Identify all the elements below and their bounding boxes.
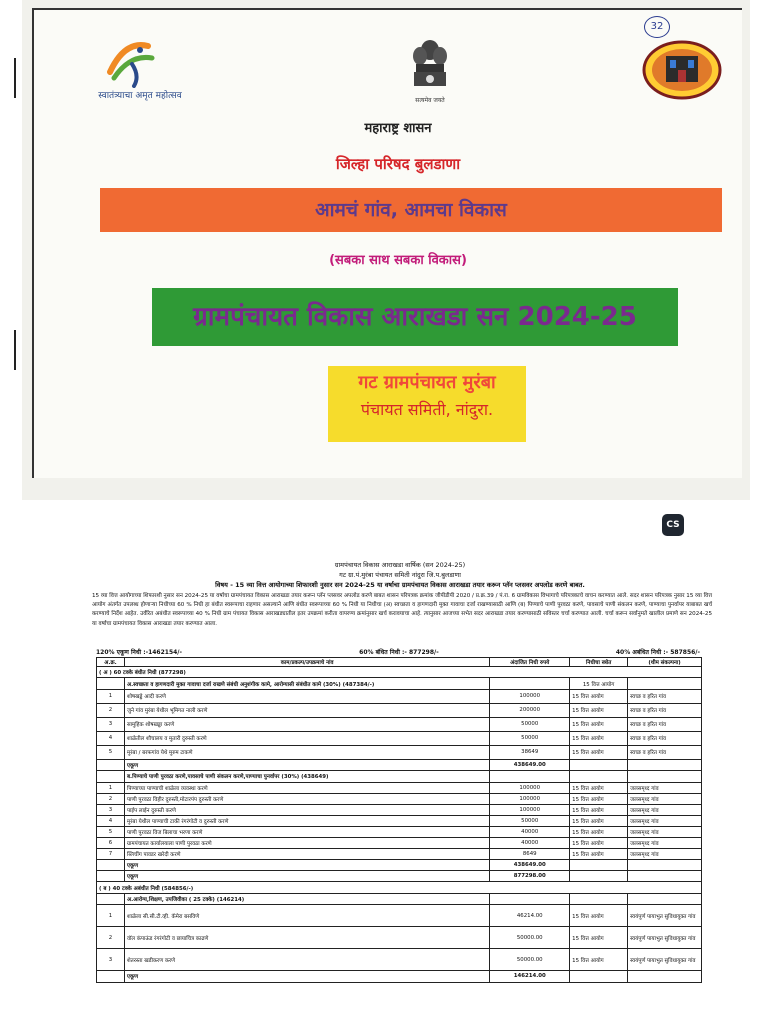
slogan-text: आमचं गांव, आमचा विकास [315, 199, 507, 221]
group-a1-row-blank [97, 678, 125, 689]
fund-tied: 60% बंधित निधी :- 877298/- [359, 649, 439, 656]
table-row [97, 782, 702, 793]
subtotal-a2-row-theme [628, 859, 702, 870]
subtotal-b1-row-value: 146214.00 [490, 971, 570, 982]
row-sr: 7 [97, 848, 125, 859]
row-source: 15 वित्त आयोग [570, 731, 628, 745]
row-theme: स्वच्छ व हरित गांव [628, 689, 702, 703]
table-row [97, 717, 702, 731]
group-a1-row-amount [490, 678, 570, 689]
col-header-amount: अंदाजित निधी रुपये [490, 658, 570, 667]
fund-total: 120% एकूण निधी :-1462154/- [96, 649, 182, 656]
row-amount: 50000 [490, 717, 570, 731]
row-source: 15 वित्त आयोग [570, 804, 628, 815]
total-a-row-value: 877298.00 [490, 870, 570, 881]
row-source: 15 वित्त आयोग [570, 826, 628, 837]
row-source: 15 वित्त आयोग [570, 949, 628, 971]
row-sr: 2 [97, 703, 125, 717]
section-a-row [97, 667, 702, 678]
row-theme: स्वयंपूर्ण पायाभुत सुविधायुक्त गांव [628, 905, 702, 927]
table-row [97, 949, 702, 971]
subtotal-a1-row-source [570, 759, 628, 770]
row-sr: 6 [97, 837, 125, 848]
row-work: शेतरस्ता खडीकरण करणे [124, 949, 489, 971]
row-work: ग्रामपंचायत कार्यालयाला पाणी पुरवठा करणे [124, 837, 489, 848]
row-source: 15 वित्त आयोग [570, 717, 628, 731]
row-theme: स्वयंपूर्ण पायाभुत सुविधायुक्त गांव [628, 949, 702, 971]
subtotal-b1-row-source [570, 971, 628, 982]
subtotal-a2-row-label: एकूण [124, 859, 489, 870]
row-theme: जलसमृध्द गांव [628, 804, 702, 815]
subtotal-a2-row-source [570, 859, 628, 870]
subtotal-a2-row [97, 859, 702, 870]
row-theme: जलसमृध्द गांव [628, 848, 702, 859]
row-work: पाणी पुरवठा विहीर दुरुस्ती,मोटारपंप दुरुस्ती करणे [124, 793, 489, 804]
row-sr: 3 [97, 804, 125, 815]
district-name: जिल्हा परिषद बुलडाणा [335, 155, 461, 173]
row-source: 15 वित्त आयोग [570, 793, 628, 804]
row-source: 15 वित्त आयोग [570, 782, 628, 793]
page-number: 32 [644, 16, 670, 38]
section-b-row [97, 882, 702, 893]
row-work: शोषखड्डे आदी करणे [124, 689, 489, 703]
col-header-work: काम/प्रकल्प/उपक्रमाचे नांव [124, 658, 489, 667]
section-b-row-label: ( ब ) 40 टक्के अबंधीत निधी (584856/-) [97, 882, 702, 893]
plan-title: ग्रामपंचायत विकास आराखडा सन 2024-25 [193, 302, 637, 332]
table-row [97, 837, 702, 848]
group-a1-row-source: 15 वित्त आयोग [570, 678, 628, 689]
group-b1-row [97, 893, 702, 904]
government-name: महाराष्ट्र शासन [364, 121, 432, 136]
row-sr: 5 [97, 745, 125, 759]
total-a-row-source [570, 870, 628, 881]
row-source: 15 वित्त आयोग [570, 837, 628, 848]
row-amount: 38649 [490, 745, 570, 759]
group-b1-row-blank [97, 893, 125, 904]
total-a-row [97, 870, 702, 881]
emblem-motto: सत्यमेव जयते [415, 97, 445, 104]
table-row [97, 815, 702, 826]
row-source: 15 वित्त आयोग [570, 927, 628, 949]
row-sr: 4 [97, 731, 125, 745]
row-theme: स्वच्छ व हरित गांव [628, 703, 702, 717]
row-theme: स्वच्छ व हरित गांव [628, 731, 702, 745]
subtotal-a1-row [97, 759, 702, 770]
col-header-sr: अ.क्र. [97, 658, 125, 667]
group-b1-row-label: अ.आरोग्य,शिक्षण, उपजिवीका ( 25 टक्के) (146214) [124, 893, 489, 904]
row-theme: जलसमृध्द गांव [628, 826, 702, 837]
row-amount: 40000 [490, 837, 570, 848]
row-sr: 2 [97, 793, 125, 804]
row-amount: 8649 [490, 848, 570, 859]
subtotal-a1-row-theme [628, 759, 702, 770]
row-work: जुने गांव मुरंबा येथील भूमिगत नाली करणे [124, 703, 489, 717]
row-theme: स्वच्छ व हरित गांव [628, 717, 702, 731]
group-a2-row-source [570, 771, 628, 782]
subtotal-a1-row-value: 438649.00 [490, 759, 570, 770]
row-source: 15 वित्त आयोग [570, 745, 628, 759]
tagline: (सबका साथ सबका विकास) [329, 253, 467, 268]
subtotal-a2-row-value: 438649.00 [490, 859, 570, 870]
table-row [97, 793, 702, 804]
row-theme: जलसमृध्द गांव [628, 782, 702, 793]
gram-panchayat-name: गट ग्रामपंचायत मुरंबा [358, 372, 496, 393]
binding-mark [6, 330, 24, 376]
row-amount: 50000 [490, 815, 570, 826]
table-row [97, 689, 702, 703]
col-header-theme: (थीम संकल्पना) [628, 658, 702, 667]
row-work: ब्लिचींग पावडर खरेदी करणे [124, 848, 489, 859]
col-header-source: निधीचा स्त्रोत [570, 658, 628, 667]
row-source: 15 वित्त आयोग [570, 905, 628, 927]
group-a1-row-label: अ.स्वच्छता व हागणदारी मुक्त गावाचा दर्जा राखणे संबंधी अनुशंगीक कामे, आरोग्यासी संबंधीत कामे (30%) (487384/-) [124, 678, 489, 689]
table-row [97, 826, 702, 837]
row-amount: 50000 [490, 731, 570, 745]
row-sr: 1 [97, 689, 125, 703]
total-a-row-theme [628, 870, 702, 881]
plan-header-line2: गट ग्रा.पं.मुरंबा पंचायत समिती नांदुरा जि.प.बुलडाणा [339, 571, 461, 579]
row-amount: 50000.00 [490, 927, 570, 949]
subtotal-b1-row-label: एकूण [124, 971, 489, 982]
national-emblem [408, 36, 452, 104]
row-work: शाळेला सी.सी.टी.व्ही. कॅमेरा बसविणे [124, 905, 489, 927]
table-row [97, 745, 702, 759]
row-theme: जलसमृध्द गांव [628, 815, 702, 826]
row-sr: 5 [97, 826, 125, 837]
row-work: पाणी पुरवठा विज बिलाचा भरणा करणे [124, 826, 489, 837]
row-amount: 46214.00 [490, 905, 570, 927]
row-sr: 4 [97, 815, 125, 826]
camscanner-badge: CS [662, 514, 684, 536]
row-work: वॉल कंपाऊंड रंगरंगोटी व छायाचित्र काढणे [124, 927, 489, 949]
row-amount: 100000 [490, 782, 570, 793]
fund-summary [96, 648, 700, 656]
row-work: मुरंबा / बरफगांव येथे मुरुम टाकणे [124, 745, 489, 759]
cover-sheet [32, 8, 742, 478]
row-theme: स्वयंपूर्ण पायाभुत सुविधायुक्त गांव [628, 927, 702, 949]
group-a2-row [97, 771, 702, 782]
section-a-row-label: ( अ ) 60 टक्के बंधीत निधी (877298) [97, 667, 702, 678]
group-a2-row-blank [97, 771, 125, 782]
plan-intro-paragraph: 15 व्या वित्त आयोगाच्या शिफारशी नुसार सन 2024-25 या वर्षाचा ग्रामपंचायत विकास आराखडा तयार करून प्लॅन प्लसवर अपलोड करणे बाबत शासन परिपत्रक क्रमांक जीपीडीपी 2020 / प्र.क्र.39 / पं.रा. 6 ग्रामविकास विभागाचे परिपत्रकाचे वाचन करण्यात आले. सदर शासन परिपत्रक नुसार 15 व्या वित्त आयोग अंतर्गत उपलब्ध होणाऱ्या निधीच्या 60 % निधी हा बंधीत स्वरूपाचा राहणार असल्याने आणि बंधीत स्वरूपाच्या 60 % निधी या निधीचा (अ) स्वच्छता व हागणदारी मुक्त गावाचा दर्जा राखण्यासाठी आणि (ब) पिण्याचे पाणी पुरवठा करणे, पावसाचे पाणी संकलन करणे, पाण्याचा पुनर्वापर याबाबत खर्च करण्याचे निर्देश आहेत. उर्वरित अबंधीत स्वरूपाच्या 40 % निधी ग्राम पंचायत विकास आराखड्यातील इतर उपक्रमां करीता वापरण्य क्रमांनुसार खर्च करावयाचा आहे. त्यानुसार आजच्या सभेत सदर आराखडा तयार करण्यासाठी सविस्तर चर्चा करण्यात आली. चर्चा करून सर्वानुमते खालील प्रमाणे सन 2024-25 या वर्षाचा ग्रामपंचायत विकास आराखडा तयार करण्यात आला. [92, 593, 712, 627]
subtotal-b1-row-theme [628, 971, 702, 982]
plan-subject: विषय - 15 व्या वित्त आयोगाच्या शिफारशी नुसार सन 2024-25 या वर्षाचा ग्रामपंचायत विकास आराखडा तयार करून प्लॅन प्लसवर अपलोड करणे बाबत. [215, 581, 585, 589]
row-sr: 1 [97, 782, 125, 793]
row-amount: 40000 [490, 826, 570, 837]
row-work: पाईप लाईन दुरुस्ती करणे [124, 804, 489, 815]
table-row [97, 804, 702, 815]
subtotal-a1-row-blank [97, 759, 125, 770]
group-b1-row-source [570, 893, 628, 904]
row-sr: 3 [97, 949, 125, 971]
panchayat-banner [328, 366, 526, 442]
row-amount: 50000.00 [490, 949, 570, 971]
group-a2-row-label: ब.पिण्याचे पाणी पुरवठा करणे,पावसाचे पाणी संकलन करणे,पाण्याचा पुनर्वापर (30%) (438649) [124, 771, 489, 782]
row-sr: 1 [97, 905, 125, 927]
amrit-mahotsav-logo [80, 32, 200, 102]
subtotal-b1-row-blank [97, 971, 125, 982]
binding-mark [6, 58, 24, 104]
plan-title-banner [152, 288, 678, 346]
table-row [97, 905, 702, 927]
row-work: शाळेतील शौचालय व मुतारी दुरुस्ती करणे [124, 731, 489, 745]
group-a2-row-amount [490, 771, 570, 782]
row-sr: 2 [97, 927, 125, 949]
table-row [97, 731, 702, 745]
row-sr: 3 [97, 717, 125, 731]
row-amount: 100000 [490, 793, 570, 804]
fund-untied: 40% अबंधित निधी :- 587856/- [615, 649, 700, 656]
row-amount: 200000 [490, 703, 570, 717]
cover-page-scan [22, 0, 750, 500]
plan-table [96, 657, 702, 983]
panchayat-samiti-name: पंचायत समिती, नांदुरा. [360, 400, 494, 419]
row-source: 15 वित्त आयोग [570, 815, 628, 826]
row-source: 15 वित्त आयोग [570, 689, 628, 703]
total-a-row-blank [97, 870, 125, 881]
row-theme: जलसमृध्द गांव [628, 793, 702, 804]
logo-tagline: स्वातंत्र्याचा अमृत महोत्सव [98, 91, 182, 101]
group-b1-row-theme [628, 893, 702, 904]
row-source: 15 वित्त आयोग [570, 848, 628, 859]
table-header-row [97, 658, 702, 667]
group-a1-row-theme [628, 678, 702, 689]
group-a1-row [97, 678, 702, 689]
row-source: 15 वित्त आयोग [570, 703, 628, 717]
table-row [97, 848, 702, 859]
row-work: सामुहिक शोषखड्डा करणे [124, 717, 489, 731]
subtotal-a1-row-label: एकूण [124, 759, 489, 770]
table-row [97, 703, 702, 717]
slogan-banner [100, 188, 722, 232]
group-a2-row-theme [628, 771, 702, 782]
subtotal-a2-row-blank [97, 859, 125, 870]
subtotal-b1-row [97, 971, 702, 982]
row-work: पिण्याच्या पाण्याची शाळेला व्यवस्था करणे [124, 782, 489, 793]
plan-header-line1: ग्रामपंचायत विकास आराखडा वार्षिक (सन 2024-25) [334, 561, 466, 569]
row-work: मुरंबा येथील पाण्याची टाकी रंगरंगोटी व दुरुस्ती करणे [124, 815, 489, 826]
row-theme: स्वच्छ व हरित गांव [628, 745, 702, 759]
group-b1-row-amount [490, 893, 570, 904]
total-a-row-label: एकूण [124, 870, 489, 881]
row-amount: 100000 [490, 689, 570, 703]
gram-panchayat-seal [642, 40, 722, 100]
row-theme: जलसमृध्द गांव [628, 837, 702, 848]
row-amount: 100000 [490, 804, 570, 815]
table-row [97, 927, 702, 949]
